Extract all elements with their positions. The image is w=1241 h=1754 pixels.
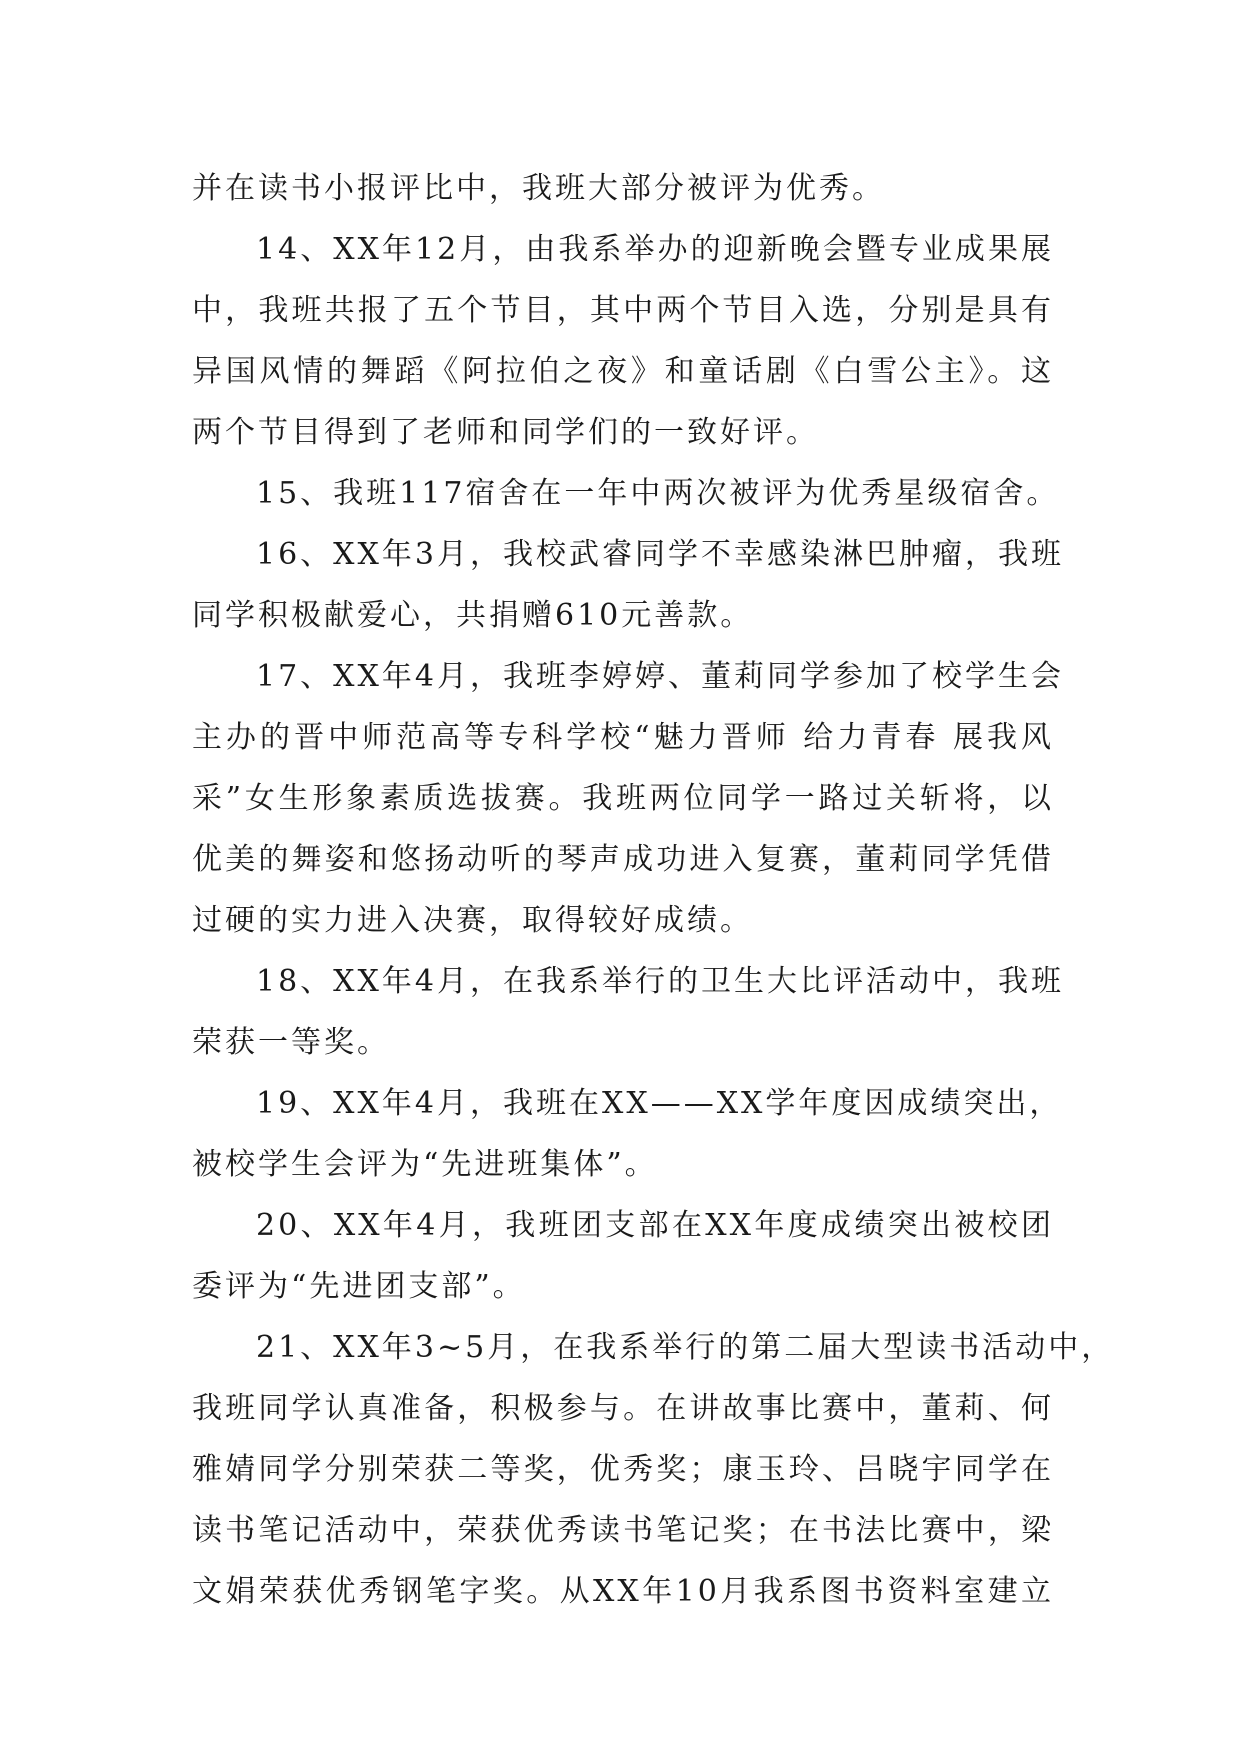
text-line: 过硬的实力进入决赛，取得较好成绩。 <box>192 903 753 938</box>
text-line: 19、XX年4月，我班在XX——XX学年度因成绩突出， <box>256 1086 1063 1121</box>
text-line: 中，我班共报了五个节目，其中两个节目入选，分别是具有 <box>192 293 1054 328</box>
text-line: 并在读书小报评比中，我班大部分被评为优秀。 <box>192 171 885 206</box>
text-line: 18、XX年4月，在我系举行的卫生大比评活动中，我班 <box>256 964 1064 999</box>
text-line: 两个节目得到了老师和同学们的一致好评。 <box>192 415 819 450</box>
text-line: 20、XX年4月，我班团支部在XX年度成绩突出被校团 <box>256 1208 1054 1243</box>
text-line: 优美的舞姿和悠扬动听的琴声成功进入复赛，董莉同学凭借 <box>192 842 1054 877</box>
text-line: 14、XX年12月，由我系举办的迎新晚会暨专业成果展 <box>256 232 1054 267</box>
text-line: 我班同学认真准备，积极参与。在讲故事比赛中，董莉、何 <box>192 1391 1054 1426</box>
text-line: 委评为“先进团支部”。 <box>192 1269 526 1304</box>
document-body <box>192 158 1115 1622</box>
text-line: 采”女生形象素质选拔赛。我班两位同学一路过关斩将，以 <box>192 781 1054 816</box>
text-line: 17、XX年4月，我班李婷婷、董莉同学参加了校学生会 <box>256 659 1064 694</box>
text-line: 雅婧同学分别荣获二等奖，优秀奖；康玉玲、吕晓宇同学在 <box>192 1452 1054 1487</box>
text-line: 文娟荣获优秀钢笔字奖。从XX年10月我系图书资料室建立 <box>192 1574 1054 1609</box>
text-line: 被校学生会评为“先进班集体”。 <box>192 1147 658 1182</box>
text-line: 16、XX年3月，我校武睿同学不幸感染淋巴肿瘤，我班 <box>256 537 1064 572</box>
text-line: 荣获一等奖。 <box>192 1025 390 1060</box>
text-line: 读书笔记活动中，荣获优秀读书笔记奖；在书法比赛中，梁 <box>192 1513 1054 1548</box>
text-line: 15、我班117宿舍在一年中两次被评为优秀星级宿舍。 <box>256 476 1060 511</box>
text-line: 同学积极献爱心，共捐赠610元善款。 <box>192 598 754 633</box>
text-line: 主办的晋中师范高等专科学校“魅力晋师 给力青春 展我风 <box>192 720 1054 755</box>
text-line: 21、XX年3~5月，在我系举行的第二届大型读书活动中， <box>256 1330 1115 1365</box>
text-line: 异国风情的舞蹈《阿拉伯之夜》和童话剧《白雪公主》。这 <box>192 354 1054 389</box>
